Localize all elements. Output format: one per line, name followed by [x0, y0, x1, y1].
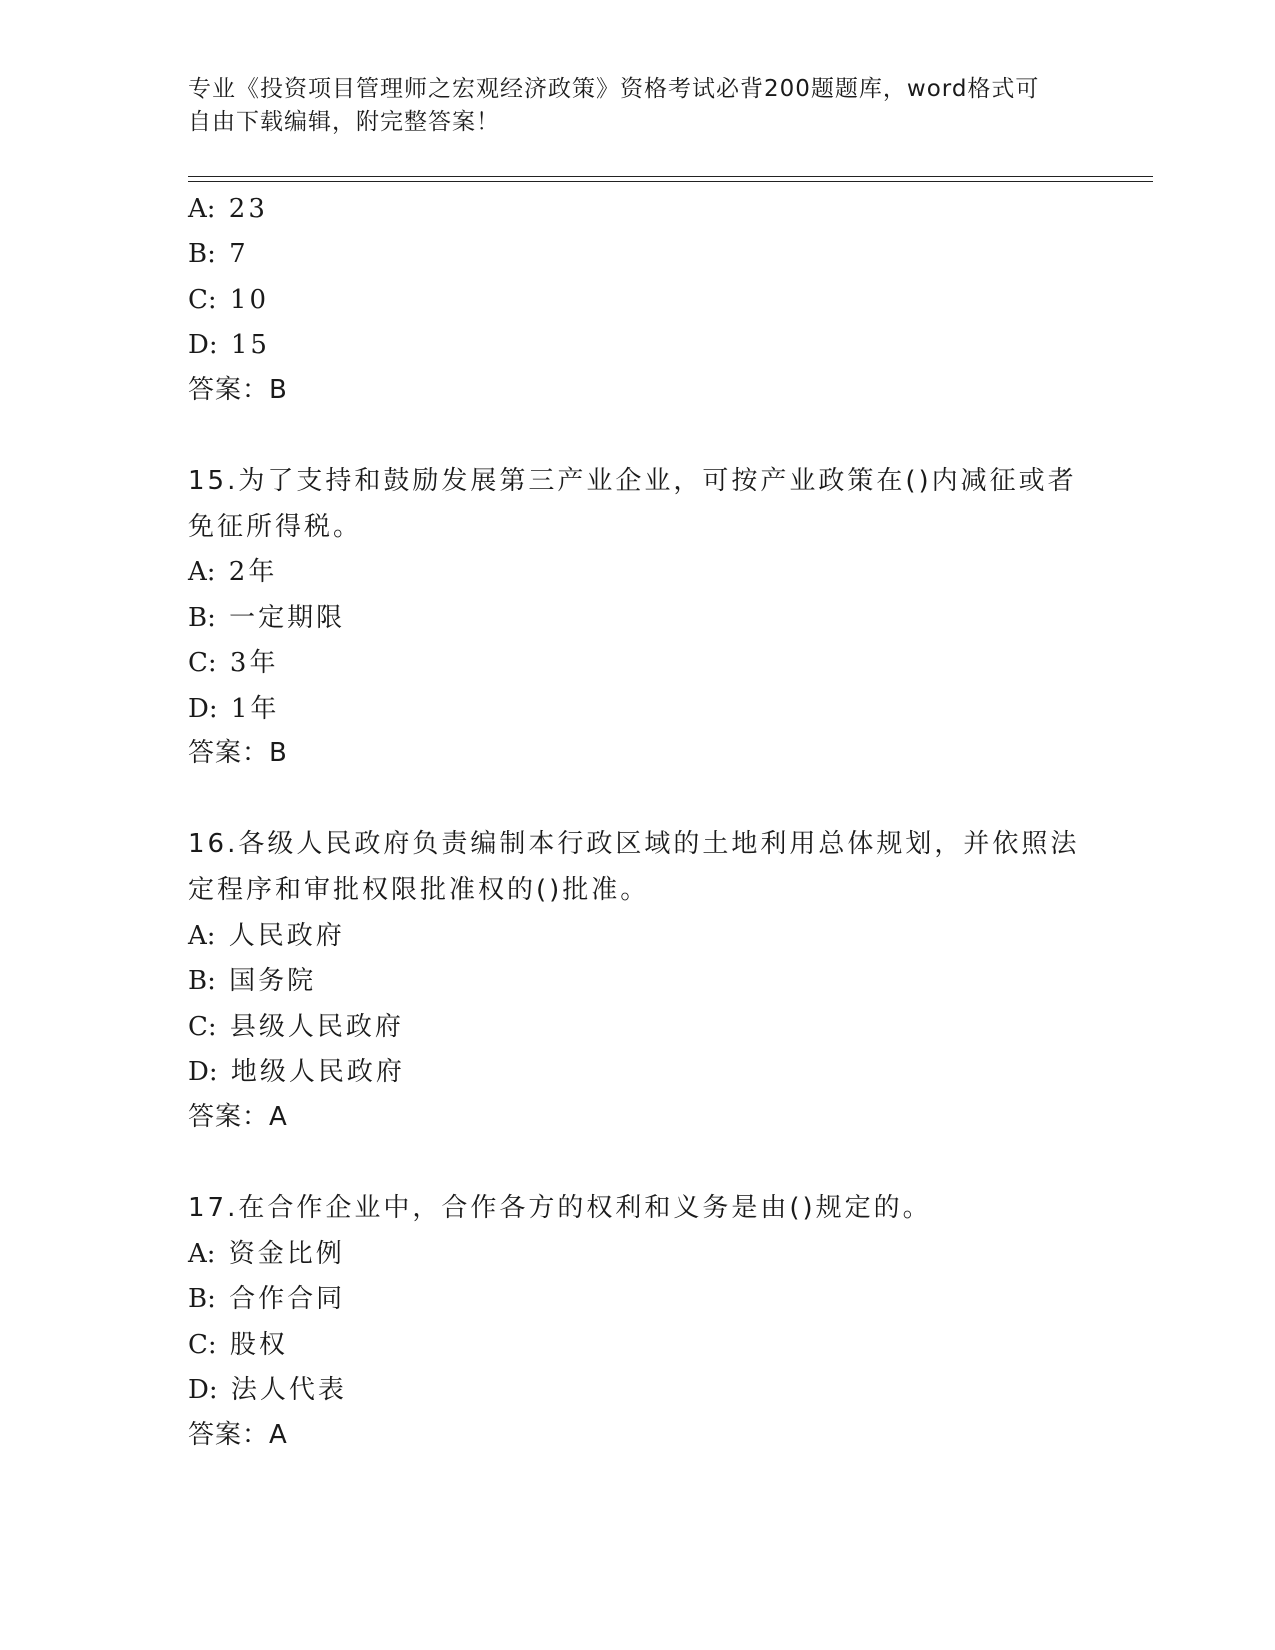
option-sep: : — [206, 557, 219, 587]
option-value: 3年 — [229, 648, 279, 678]
q15-stem-line-2: 免征所得税。 — [188, 512, 363, 542]
option-value: 2年 — [228, 557, 278, 587]
option-value: 7 — [229, 239, 249, 269]
option-sep: : — [207, 966, 219, 996]
q17-option-a — [188, 1239, 1088, 1269]
option-sep: : — [207, 603, 219, 633]
option-value: 15 — [230, 330, 270, 360]
q14-option-a — [188, 194, 1088, 224]
document-header — [188, 73, 1088, 139]
option-key: B — [188, 966, 208, 996]
option-sep: : — [206, 194, 219, 224]
option-key: C — [188, 285, 208, 315]
option-value: 23 — [228, 194, 268, 224]
option-key: B — [188, 603, 208, 633]
option-key: A — [188, 1239, 207, 1269]
option-key: A — [188, 921, 207, 951]
option-key: C — [188, 1330, 208, 1360]
option-key: A — [188, 557, 207, 587]
option-key: D — [188, 694, 209, 724]
q15-option-d — [188, 694, 1088, 724]
q17-answer: 答案：A — [188, 1420, 288, 1450]
option-key: D — [188, 330, 209, 360]
q16-option-a — [188, 921, 1088, 951]
option-key: D — [188, 1375, 209, 1405]
option-sep: : — [207, 1330, 220, 1360]
q14-option-b — [188, 239, 1088, 269]
q14-option-c — [188, 285, 1088, 315]
option-value: 10 — [229, 285, 269, 315]
q14-option-d — [188, 330, 1088, 360]
option-sep: : — [208, 330, 221, 360]
header-divider-bottom — [188, 181, 1153, 182]
option-sep: : — [207, 1012, 220, 1042]
option-key: B — [188, 1284, 208, 1314]
option-sep: : — [207, 1284, 219, 1314]
option-value: 法人代表 — [230, 1375, 347, 1405]
option-sep: : — [208, 1057, 221, 1087]
q16-option-d — [188, 1057, 1088, 1087]
q15-option-c — [188, 648, 1088, 678]
option-sep: : — [206, 1239, 219, 1269]
option-key: C — [188, 648, 208, 678]
q15-stem-line-1: 15.为了支持和鼓励发展第三产业企业，可按产业政策在()内减征或者 — [188, 466, 1077, 496]
header-line-2: 自由下载编辑，附完整答案！ — [188, 109, 500, 135]
option-sep: : — [206, 921, 219, 951]
q16-stem-line-1: 16.各级人民政府负责编制本行政区域的土地利用总体规划，并依照法 — [188, 829, 1080, 859]
option-sep: : — [208, 694, 221, 724]
option-value: 股权 — [229, 1330, 288, 1360]
q15-option-a — [188, 557, 1088, 587]
option-value: 合作合同 — [229, 1284, 346, 1314]
option-value: 1年 — [230, 694, 280, 724]
q16-answer: 答案：A — [188, 1102, 288, 1132]
option-value: 人民政府 — [228, 921, 345, 951]
option-key: C — [188, 1012, 208, 1042]
option-value: 一定期限 — [229, 603, 346, 633]
header-line-1: 专业《投资项目管理师之宏观经济政策》资格考试必背200题题库，word格式可 — [188, 76, 1040, 102]
option-value: 国务院 — [229, 966, 317, 996]
q14-answer: 答案：B — [188, 375, 288, 405]
option-key: B — [188, 239, 208, 269]
header-divider-top — [188, 176, 1153, 177]
q17-option-d — [188, 1375, 1088, 1405]
option-sep: : — [208, 1375, 221, 1405]
option-value: 资金比例 — [228, 1239, 345, 1269]
option-sep: : — [207, 285, 220, 315]
option-key: D — [188, 1057, 209, 1087]
option-key: A — [188, 194, 207, 224]
q15-answer: 答案：B — [188, 738, 288, 768]
option-value: 县级人民政府 — [229, 1012, 404, 1042]
q17-option-b — [188, 1284, 1088, 1314]
q15-option-b — [188, 603, 1088, 633]
option-sep: : — [207, 648, 220, 678]
option-value: 地级人民政府 — [230, 1057, 405, 1087]
q17-stem-line-1: 17.在合作企业中，合作各方的权利和义务是由()规定的。 — [188, 1193, 932, 1223]
q16-option-c — [188, 1012, 1088, 1042]
q17-option-c — [188, 1330, 1088, 1360]
option-sep: : — [207, 239, 219, 269]
q16-stem-line-2: 定程序和审批权限批准权的()批准。 — [188, 875, 650, 905]
q16-option-b — [188, 966, 1088, 996]
